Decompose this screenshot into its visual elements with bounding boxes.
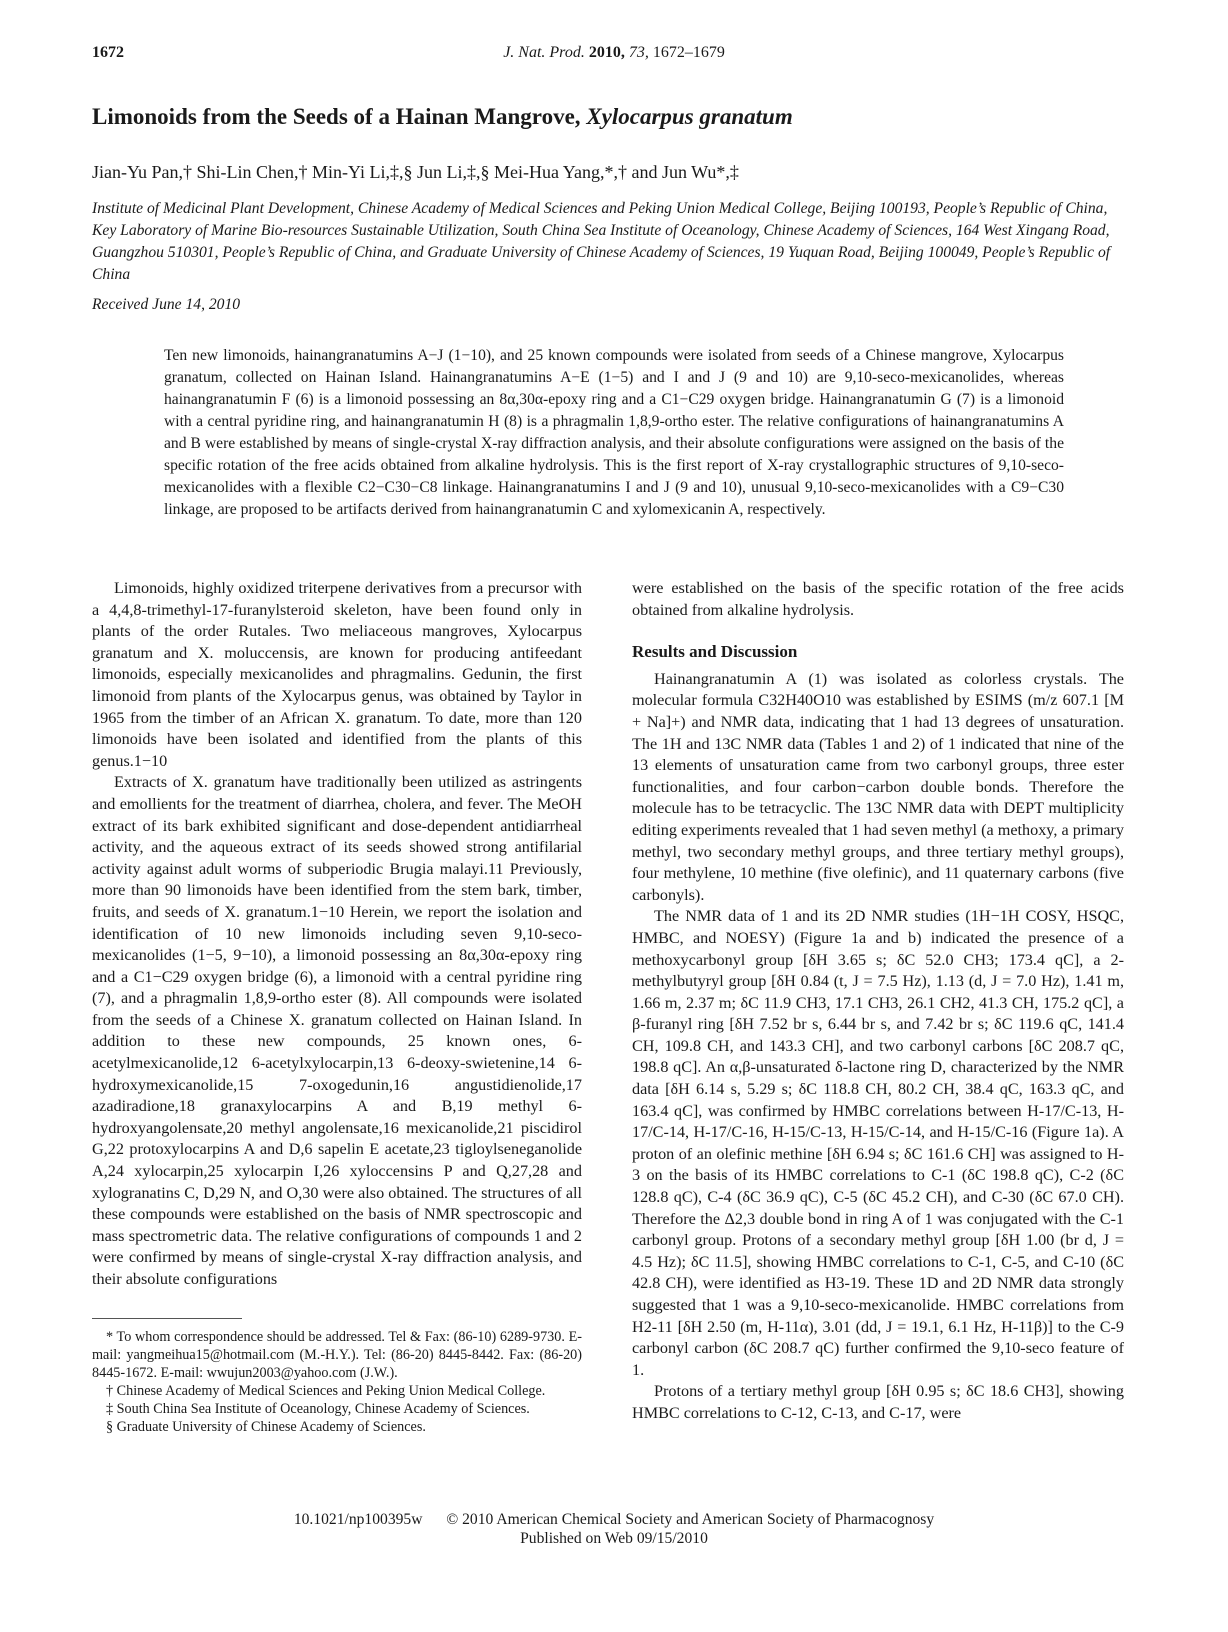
- footnote-rule: [92, 1318, 242, 1319]
- journal-year: 2010,: [588, 44, 625, 61]
- page-number: 1672: [92, 44, 124, 61]
- title-species: Xylocarpus granatum: [586, 104, 793, 129]
- journal-volume: 73,: [628, 44, 649, 61]
- left-column: [92, 578, 582, 1291]
- copyright: © 2010 American Chemical Society and American Society of Pharmacognosy: [446, 1511, 935, 1528]
- abstract: Ten new limonoids, hainangranatumins A−J (1−10), and 25 known compounds were isolated from seeds of a Chinese mangrove, Xylocarpus granatum, collected on Hainan Island. Hainangranatumins A−E (1−5) and I and J (9 and 10) are 9,10-seco-mexicanolides, whereas hainangranatumin F (6) is a limonoid possessing an 8α,30α-epoxy ring and a C1−C29 oxygen bridge. Hainangranatumin G (7) is a limonoid with a central pyridine ring, and hainangranatumin H (8) is a phragmalin 1,8,9-ortho ester. The relative configurations of hainangranatumins A and B were established by means of single-crystal X-ray diffraction analysis, and their absolute configurations were assigned on the basis of the specific rotation of the free acids obtained from alkaline hydrolysis. This is the first report of X-ray crystallographic structures of 9,10-seco-mexicanolides with a flexible C2−C30−C8 linkage. Hainangranatumins I and J (9 and 10), unusual 9,10-seco-mexicanolides with a C9−C30 linkage, are proposed to be artifacts derived from hainangranatumin C and xylomexicanin A, respectively.: [164, 347, 1064, 518]
- right-column: [632, 578, 1124, 1425]
- title-main: Limonoids from the Seeds of a Hainan Mangrove,: [92, 104, 587, 129]
- footnote-double-dagger: ‡ South China Sea Institute of Oceanology, Chinese Academy of Sciences.: [106, 1401, 530, 1417]
- body-paragraph: Protons of a tertiary methyl group [δH 0.95 s; δC 18.6 CH3], showing HMBC correlations to C-12, C-13, and C-17, were: [632, 1382, 1124, 1422]
- received-date: Received June 14, 2010: [92, 296, 241, 313]
- footnote-dagger: † Chinese Academy of Medical Sciences and Peking Union Medical College.: [106, 1383, 546, 1399]
- body-paragraph: Extracts of X. granatum have traditionally been utilized as astringents and emollients for the treatment of diarrhea, cholera, and fever. The MeOH extract of its bark exhibited significant and dose-dependent antidiarrheal activity, and the aqueous extract of its seeds showed strong antifilarial activity against adult worms of subperiodic Brugia malayi.11 Previously, more than 90 limonoids have been identified from the stem bark, timber, fruits, and seeds of X. granatum.1−10 Herein, we report the isolation and identification of 10 new limonoids including seven 9,10-seco-mexicanolides (1−5, 9−10), a limonoid possessing an 8α,30α-epoxy ring and a C1−C29 oxygen bridge (6), a limonoid with a central pyridine ring (7), and a phragmalin 1,8,9-ortho ester (8). All compounds were isolated from the seeds of a Chinese X. granatum collected on Hainan Island. In addition to these new compounds, 25 known ones, 6-acetylmexicanolide,12 6-acetylxylocarpin,13 6-deoxy-swietenine,14 6-hydroxymexicanolide,15 7-oxogedunin,16 angustidienolide,17 azadiradione,18 granaxylocarpins A and B,19 methyl 6-hydroxyangolensate,20 methyl angolensate,16 mexicanolide,21 piscidirol G,22 protoxylocarpins A and D,6 sapelin E acetate,23 tigloylseneganolide A,24 xylocarpin,25 xylocarpin I,26 xyloccensins P and Q,27,28 and xylogranatins C, D,29 N, and O,30 were also obtained. The structures of all these compounds were established on the basis of NMR spectroscopic and mass spectrometric data. The relative configurations of compounds 1 and 2 were confirmed by means of single-crystal X-ray diffraction analysis, and their absolute configurations: [92, 773, 582, 1288]
- section-heading: Results and Discussion: [632, 642, 798, 662]
- published-date: Published on Web 09/15/2010: [520, 1530, 708, 1547]
- author-list: Jian-Yu Pan,† Shi-Lin Chen,† Min-Yi Li,‡,§ Jun Li,‡,§ Mei-Hua Yang,*,† and Jun Wu*,‡: [92, 162, 739, 182]
- body-paragraph-continuation: were established on the basis of the specific rotation of the free acids obtained from alkaline hydrolysis.: [632, 579, 1124, 619]
- article-title: [92, 104, 793, 130]
- affiliations: Institute of Medicinal Plant Development, Chinese Academy of Medical Sciences and Peking Union Medical College, Beijing 100193, People’s Republic of China, Key Laboratory of Marine Bio-resources Sustainable Utilization, South China Sea Institute of Oceanology, Chinese Academy of Sciences, 164 West Xingang Road, Guangzhou 510301, People’s Republic of China, and Graduate University of Chinese Academy of Sciences, 19 Yuquan Road, Beijing 100049, People’s Republic of China: [92, 200, 1111, 283]
- body-paragraph: Limonoids, highly oxidized triterpene derivatives from a precursor with a 4,4,8-trimethyl-17-furanylsteroid skeleton, have been found only in plants of the order Rutales. Two meliaceous mangroves, Xylocarpus granatum and X. moluccensis, are known for producing antifeedant limonoids, especially mexicanolides and phragmalins. Gedunin, the first limonoid from plants of the Xylocarpus genus, was obtained by Taylor in 1965 from the timber of an African X. granatum. To date, more than 120 limonoids have been isolated and identified from the plants of this genus.1−10: [92, 579, 582, 770]
- journal-name: J. Nat. Prod.: [503, 44, 585, 61]
- footnotes: [92, 1328, 582, 1436]
- running-head: [0, 44, 1228, 62]
- doi[interactable]: 10.1021/np100395w: [293, 1511, 423, 1528]
- footnote-section: § Graduate University of Chinese Academy of Sciences.: [106, 1419, 426, 1435]
- body-paragraph: Hainangranatumin A (1) was isolated as colorless crystals. The molecular formula C32H40O10 was established by ESIMS (m/z 607.1 [M + Na]+) and NMR data, indicating that 1 had 13 degrees of unsaturation. The 1H and 13C NMR data (Tables 1 and 2) of 1 indicated that nine of the 13 elements of unsaturation came from two carbonyl groups, three ester functionalities, and four carbon−carbon double bonds. Therefore the molecule has to be tetracyclic. The 13C NMR data with DEPT multiplicity editing experiments revealed that 1 had seven methyl (a methoxy, a primary methyl, two secondary methyl groups, and three tertiary methyl groups), four methylene, 10 methine (five olefinic), and 11 quaternary carbons (five carbonyls).: [632, 669, 1124, 904]
- footnote-correspondence: * To whom correspondence should be addressed. Tel & Fax: (86-10) 6289-9730. E-mail: yangmeihua15@hotmail.com (M.-H.Y.). Tel: (86-20) 8445-8442. Fax: (86-20) 8445-1672. E-mail: wwujun2003@yahoo.com (J.W.).: [92, 1329, 582, 1381]
- page-footer: [0, 1510, 1228, 1548]
- journal-pages: 1672–1679: [652, 44, 725, 61]
- body-paragraph: The NMR data of 1 and its 2D NMR studies (1H−1H COSY, HSQC, HMBC, and NOESY) (Figure 1a and b) indicated the presence of a methoxycarbonyl group [δH 3.65 s; δC 52.0 CH3; 173.4 qC], a 2-methylbutyryl group [δH 0.84 (t, J = 7.5 Hz), 1.13 (d, J = 7.0 Hz), 1.41 m, 1.66 m, 2.37 m; δC 11.9 CH3, 17.1 CH3, 26.1 CH2, 41.3 CH, 175.2 qC], a β-furanyl ring [δH 7.52 br s, 6.44 br s, and 7.42 br s; δC 119.6 qC, 141.4 CH, 109.8 CH, and 143.3 CH], and two carbonyl carbons [δC 208.7 qC, 198.8 qC]. An α,β-unsaturated δ-lactone ring D, characterized by the NMR data [δH 6.14 s, 5.29 s; δC 118.8 CH, 80.2 CH, 38.4 qC, 163.3 qC, and 163.4 qC], was confirmed by HMBC correlations between H-17/C-13, H-17/C-14, H-17/C-16, H-15/C-13, H-15/C-14, and H-15/C-16 (Figure 1a). A proton of an olefinic methine [δH 6.94 s; δC 161.6 CH] was assigned to H-3 on the basis of its HMBC correlations to C-1 (δC 198.8 qC), C-2 (δC 128.8 qC), C-4 (δC 36.9 qC), C-5 (δC 45.2 CH), and C-30 (δC 67.0 CH). Therefore the Δ2,3 double bond in ring A of 1 was conjugated with the C-1 carbonyl group. Protons of a secondary methyl group [δH 1.00 (br d, J = 4.5 Hz); δC 11.5], showing HMBC correlations to C-1, C-5, and C-10 (δC 42.8 CH), were identified as H3-19. These 1D and 2D NMR data strongly suggested that 1 was a 9,10-seco-mexicanolide. HMBC correlations from H2-11 [δH 2.50 (m, H-11α), 3.01 (dd, J = 19.1, 6.1 Hz, H-11β)] to the C-9 carbonyl carbon (δC 208.7 qC) further confirmed the 9,10-seco feature of 1.: [632, 907, 1124, 1379]
